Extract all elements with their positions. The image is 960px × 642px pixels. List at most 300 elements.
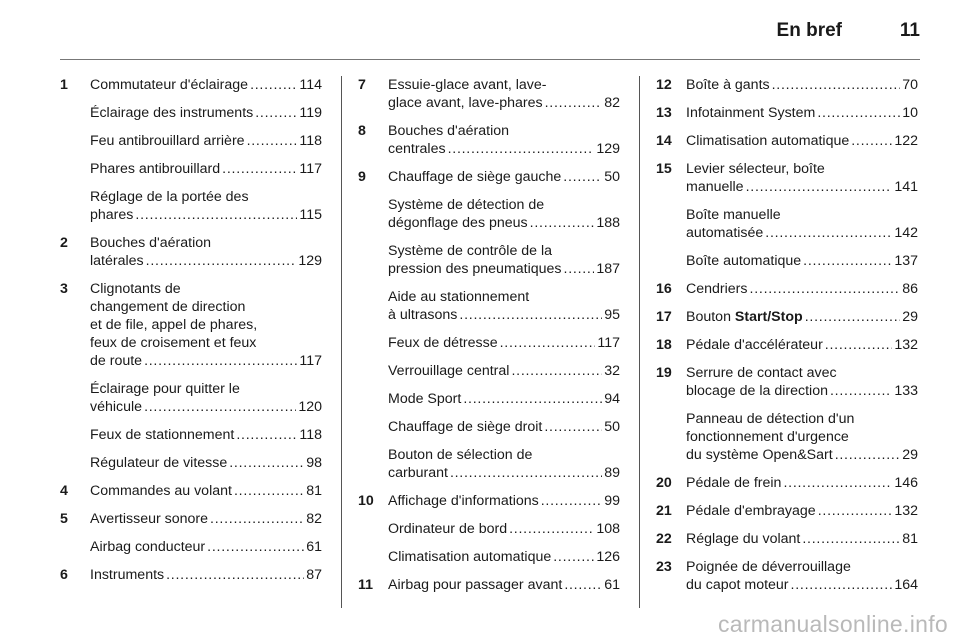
- entry-number: [358, 242, 388, 278]
- entry-text-line: Essuie-glace avant, lave-: [388, 77, 547, 93]
- entry-body: [388, 548, 620, 566]
- entry-text-line: fonctionnement d'urgence: [686, 429, 849, 445]
- entry-label-text: Feux de détresse: [388, 335, 498, 351]
- entry-body: [90, 380, 322, 416]
- entry-body: [90, 132, 322, 150]
- entry-body: [90, 234, 322, 270]
- dot-leader: [803, 252, 892, 270]
- entry-number: [60, 188, 90, 224]
- entry-last-line: [90, 252, 322, 270]
- entry-last-line: [90, 510, 322, 528]
- entry-number: [358, 418, 388, 436]
- entry-last-line: [388, 140, 620, 158]
- entry-number: [60, 104, 90, 122]
- dot-leader: [563, 168, 602, 186]
- page-ref: 126: [596, 549, 620, 565]
- dot-leader: [825, 336, 893, 354]
- index-entry: [358, 492, 620, 510]
- entry-text-line: Bouches d'aération: [388, 123, 510, 139]
- dot-leader: [530, 214, 595, 232]
- entry-body: [686, 558, 918, 594]
- entry-last-line: [388, 168, 620, 186]
- entry-label-text: Airbag conducteur: [90, 539, 206, 555]
- header-divider: [60, 59, 920, 60]
- entry-last-line: [686, 474, 918, 492]
- index-entry: [60, 566, 322, 584]
- entry-last-line: [686, 502, 918, 520]
- dot-leader: [448, 140, 595, 158]
- page-ref: 119: [299, 105, 322, 121]
- entry-label-text: Chauffage de siège droit: [388, 419, 543, 435]
- entry-label: [90, 206, 133, 224]
- dot-leader: [830, 382, 892, 400]
- dot-leader: [459, 306, 602, 324]
- entry-body: [90, 76, 322, 94]
- dot-leader: [250, 76, 297, 94]
- entry-label: [388, 260, 562, 278]
- index-entry: [358, 390, 620, 408]
- dot-leader: [765, 224, 892, 242]
- page-ref: 132: [894, 503, 918, 519]
- dot-leader: [500, 334, 596, 352]
- entry-body: [90, 104, 322, 122]
- entry-number: [656, 252, 686, 270]
- entry-label: [90, 104, 253, 122]
- page-ref: 61: [306, 539, 322, 555]
- dot-leader: [851, 132, 892, 150]
- entry-label: [686, 224, 763, 242]
- index-entry: [358, 520, 620, 538]
- entry-body: [90, 510, 322, 528]
- entry-last-line: [686, 178, 918, 196]
- entry-label-text: Airbag pour passager avant: [388, 577, 563, 593]
- entry-label-text: glace avant, lave-phares: [388, 95, 543, 111]
- index-entry: [60, 76, 322, 94]
- entry-label: [90, 252, 144, 270]
- dot-leader: [564, 260, 595, 278]
- entry-number: 8: [358, 123, 366, 139]
- entry-label: [388, 464, 448, 482]
- page-ref: 137: [894, 253, 918, 269]
- dot-leader: [545, 94, 603, 112]
- entry-last-line: [388, 306, 620, 324]
- entry-body: [686, 308, 918, 326]
- page-ref: 146: [894, 475, 918, 491]
- entry-text-line: Poignée de déverrouillage: [686, 559, 851, 575]
- index-entry: [60, 188, 322, 224]
- index-column-2: [358, 76, 620, 604]
- entry-label-text: Boîte automatique: [686, 253, 802, 269]
- entry-number: [656, 206, 686, 242]
- entry-label-text: Feu antibrouillard arrière: [90, 133, 245, 149]
- index-entry: [60, 280, 322, 370]
- index-entry: [656, 364, 918, 400]
- entry-last-line: [686, 132, 918, 150]
- entry-last-line: [90, 352, 322, 370]
- entry-body: [388, 196, 620, 232]
- index-entry: [358, 334, 620, 352]
- dot-leader: [222, 160, 297, 178]
- entry-label-text: Commandes au volant: [90, 483, 232, 499]
- entry-last-line: [388, 362, 620, 380]
- page-ref: 87: [306, 567, 322, 583]
- page-ref: 142: [894, 225, 918, 241]
- entry-number: [358, 362, 388, 380]
- dot-leader: [791, 576, 893, 594]
- entry-label-text: phares: [90, 207, 134, 223]
- page-ref: 32: [604, 363, 620, 379]
- entry-label: [686, 104, 815, 122]
- entry-number: 20: [656, 475, 672, 491]
- page-ref: 10: [902, 105, 918, 121]
- entry-number: 7: [358, 77, 366, 93]
- entry-body: [388, 520, 620, 538]
- entry-body: [90, 426, 322, 444]
- index-entry: [60, 104, 322, 122]
- index-entry: [656, 76, 918, 94]
- dot-leader: [746, 178, 893, 196]
- page-ref: 133: [894, 383, 918, 399]
- entry-number: [656, 410, 686, 464]
- entry-number: 16: [656, 281, 672, 297]
- index-column-1: [60, 76, 322, 594]
- entry-last-line: [388, 548, 620, 566]
- dot-leader: [236, 426, 297, 444]
- entry-last-line: [686, 280, 918, 298]
- entry-text-line: Levier sélecteur, boîte: [686, 161, 825, 177]
- entry-number: 15: [656, 161, 672, 177]
- entry-label-text: Commutateur d'éclairage: [90, 77, 249, 93]
- entry-text-line: Bouton de sélection de: [388, 447, 533, 463]
- entry-last-line: [90, 132, 322, 150]
- entry-label: [90, 510, 208, 528]
- page-ref: 129: [298, 253, 322, 269]
- entry-label: [90, 538, 205, 556]
- entry-text-line: Bouches d'aération: [90, 235, 212, 251]
- entry-number: [358, 196, 388, 232]
- index-entry: [60, 380, 322, 416]
- index-entry: [60, 426, 322, 444]
- entry-label: [686, 336, 823, 354]
- entry-number: [358, 548, 388, 566]
- entry-label-bold: Start/Stop: [734, 309, 803, 325]
- entry-text-line: Réglage de la portée des: [90, 189, 249, 205]
- entry-last-line: [90, 398, 322, 416]
- entry-label-text: Avertisseur sonore: [90, 511, 209, 527]
- entry-last-line: [388, 214, 620, 232]
- entry-number: 17: [656, 309, 672, 325]
- page-ref: 50: [604, 169, 620, 185]
- entry-number: [358, 520, 388, 538]
- entry-last-line: [388, 260, 620, 278]
- dot-leader: [234, 482, 304, 500]
- dot-leader: [511, 362, 602, 380]
- entry-label: [90, 426, 234, 444]
- entry-number: [358, 446, 388, 482]
- entry-body: [90, 482, 322, 500]
- entry-text-line: Système de détection de: [388, 197, 545, 213]
- entry-body: [388, 288, 620, 324]
- entry-number: 5: [60, 511, 68, 527]
- index-entry: [656, 474, 918, 492]
- entry-label: [686, 530, 800, 548]
- dot-leader: [509, 520, 594, 538]
- index-entry: [60, 132, 322, 150]
- entry-label: [388, 94, 543, 112]
- entry-label-text: Régulateur de vitesse: [90, 455, 228, 471]
- entry-text-line: Aide au stationnement: [388, 289, 530, 305]
- entry-label-text: centrales: [388, 141, 446, 157]
- column-divider-2: [639, 76, 640, 608]
- entry-body: [686, 502, 918, 520]
- dot-leader: [772, 76, 901, 94]
- index-entry: [358, 168, 620, 186]
- column-divider-1: [341, 76, 342, 608]
- entry-body: [388, 168, 620, 186]
- index-entry: [358, 362, 620, 380]
- entry-body: [90, 566, 322, 584]
- watermark: carmanualsonline.info: [717, 611, 948, 637]
- page-ref: 81: [306, 483, 322, 499]
- entry-last-line: [388, 94, 620, 112]
- entry-body: [388, 390, 620, 408]
- entry-text-line: et de file, appel de phares,: [90, 317, 258, 333]
- entry-label: [686, 252, 801, 270]
- entry-label-text: Éclairage des instruments: [90, 105, 254, 121]
- page-ref: 188: [596, 215, 620, 231]
- entry-number: 14: [656, 133, 672, 149]
- entry-text-line: Système de contrôle de la: [388, 243, 553, 259]
- page-ref: 141: [894, 179, 918, 195]
- page-ref: 122: [894, 133, 918, 149]
- entry-body: [388, 242, 620, 278]
- entry-body: [388, 362, 620, 380]
- entry-label-text: Pédale d'accélérateur: [686, 337, 823, 353]
- dot-leader: [135, 206, 297, 224]
- dot-leader: [805, 308, 901, 326]
- entry-last-line: [686, 530, 918, 548]
- entry-last-line: [388, 334, 620, 352]
- entry-last-line: [90, 538, 322, 556]
- dot-leader: [146, 252, 297, 270]
- entry-label: [686, 576, 789, 594]
- entry-label-text: Pédale d'embrayage: [686, 503, 816, 519]
- entry-label: [388, 140, 446, 158]
- entry-label-text: du capot moteur: [686, 577, 789, 593]
- page-ref: 117: [299, 161, 322, 177]
- page-ref: 117: [597, 335, 620, 351]
- entry-body: [686, 160, 918, 196]
- index-column-3: [656, 76, 918, 604]
- dot-leader: [553, 548, 594, 566]
- entry-text-line: Éclairage pour quitter le: [90, 381, 240, 397]
- page-ref: 82: [604, 95, 620, 111]
- entry-label-text: Phares antibrouillard: [90, 161, 221, 177]
- entry-last-line: [90, 482, 322, 500]
- entry-label-text: véhicule: [90, 399, 143, 415]
- entry-number: 18: [656, 337, 672, 353]
- page-ref: 114: [299, 77, 322, 93]
- index-entry: [656, 530, 918, 548]
- entry-label: [388, 334, 498, 352]
- entry-last-line: [686, 576, 918, 594]
- entry-number: [358, 288, 388, 324]
- entry-text-line: Panneau de détection d'un: [686, 411, 855, 427]
- entry-label-text: blocage de la direction: [686, 383, 828, 399]
- page-ref: 61: [604, 577, 620, 593]
- page-number: 11: [899, 20, 920, 41]
- entry-label-text: Instruments: [90, 567, 165, 583]
- entry-label-text: à ultrasons: [388, 307, 458, 323]
- dot-leader: [544, 418, 602, 436]
- entry-label-text: Bouton: [686, 309, 731, 325]
- page-ref: 70: [902, 77, 918, 93]
- entry-last-line: [686, 76, 918, 94]
- entry-body: [686, 474, 918, 492]
- entry-text-line: Serrure de contact avec: [686, 365, 837, 381]
- entry-label-text: automatisée: [686, 225, 764, 241]
- entry-label: [388, 520, 507, 538]
- entry-number: 23: [656, 559, 672, 575]
- entry-last-line: [686, 446, 918, 464]
- entry-label-text: Réglage du volant: [686, 531, 801, 547]
- entry-number: [60, 538, 90, 556]
- entry-label: [388, 214, 528, 232]
- entry-label: [388, 418, 542, 436]
- entry-label: [90, 160, 220, 178]
- entry-label: [388, 362, 509, 380]
- entry-number: [60, 426, 90, 444]
- dot-leader: [818, 502, 893, 520]
- entry-number: 4: [60, 483, 68, 499]
- entry-body: [686, 336, 918, 354]
- dot-leader: [166, 566, 304, 584]
- dot-leader: [450, 464, 602, 482]
- entry-label: [686, 132, 849, 150]
- entry-label-text: Climatisation automatique: [388, 549, 552, 565]
- entry-number: 10: [358, 493, 374, 509]
- index-entry: [656, 206, 918, 242]
- entry-number: 22: [656, 531, 672, 547]
- entry-label-text: Affichage d'informations: [388, 493, 539, 509]
- entry-label-text: du système Open&Sart: [686, 447, 833, 463]
- entry-label-text: Climatisation automatique: [686, 133, 850, 149]
- page-ref: 117: [299, 353, 322, 369]
- entry-text-line: Boîte manuelle: [686, 207, 781, 223]
- page-ref: 82: [306, 511, 322, 527]
- entry-last-line: [686, 224, 918, 242]
- entry-label: [90, 454, 227, 472]
- entry-number: [60, 454, 90, 472]
- entry-number: 1: [60, 77, 68, 93]
- entry-number: [60, 132, 90, 150]
- dot-leader: [144, 398, 296, 416]
- page-ref: 108: [596, 521, 620, 537]
- entry-number: 13: [656, 105, 672, 121]
- entry-body: [388, 418, 620, 436]
- entry-last-line: [686, 308, 918, 326]
- entry-label: [686, 308, 803, 326]
- entry-body: [388, 76, 620, 112]
- entry-body: [388, 576, 620, 594]
- page-ref: 95: [604, 307, 620, 323]
- entry-last-line: [90, 160, 322, 178]
- page-header: [60, 0, 920, 58]
- dot-leader: [564, 576, 602, 594]
- entry-label: [388, 492, 539, 510]
- entry-last-line: [388, 520, 620, 538]
- entry-label: [90, 132, 245, 150]
- entry-body: [388, 334, 620, 352]
- page-ref: 129: [596, 141, 620, 157]
- entry-last-line: [90, 104, 322, 122]
- entry-body: [686, 104, 918, 122]
- entry-label: [388, 306, 457, 324]
- index-entry: [656, 308, 918, 326]
- entry-label-text: Ordinateur de bord: [388, 521, 508, 537]
- entry-text-line: feux de croisement et feux: [90, 335, 257, 351]
- page-ref: 94: [604, 391, 620, 407]
- entry-last-line: [388, 576, 620, 594]
- entry-last-line: [90, 454, 322, 472]
- index-entry: [358, 446, 620, 482]
- entry-last-line: [90, 76, 322, 94]
- entry-label-text: pression des pneumatiques: [388, 261, 562, 277]
- entry-label-text: latérales: [90, 253, 144, 269]
- index-entry: [656, 502, 918, 520]
- entry-body: [388, 122, 620, 158]
- entry-label: [686, 502, 816, 520]
- entry-number: 3: [60, 281, 68, 297]
- index-entry: [656, 410, 918, 464]
- index-entry: [656, 558, 918, 594]
- entry-body: [90, 280, 322, 370]
- entry-body: [686, 252, 918, 270]
- index-entry: [358, 76, 620, 112]
- page-ref: 132: [894, 337, 918, 353]
- page-ref: 29: [902, 309, 918, 325]
- index-entry: [358, 418, 620, 436]
- entry-label: [686, 178, 744, 196]
- entry-last-line: [388, 390, 620, 408]
- index-entry: [358, 242, 620, 278]
- index-entry: [358, 548, 620, 566]
- entry-last-line: [90, 426, 322, 444]
- index-entry: [656, 252, 918, 270]
- entry-body: [686, 364, 918, 400]
- entry-label: [686, 76, 770, 94]
- entry-label-text: carburant: [388, 465, 448, 481]
- index-entry: [656, 132, 918, 150]
- dot-leader: [802, 530, 900, 548]
- entry-label: [388, 548, 551, 566]
- entry-text-line: Clignotants de: [90, 281, 181, 297]
- entry-label: [388, 168, 561, 186]
- page-ref: 118: [299, 427, 322, 443]
- entry-last-line: [388, 464, 620, 482]
- dot-leader: [463, 390, 602, 408]
- entry-body: [90, 188, 322, 224]
- dot-leader: [144, 352, 297, 370]
- entry-body: [686, 410, 918, 464]
- entry-label: [686, 446, 833, 464]
- dot-leader: [783, 474, 892, 492]
- entry-number: 19: [656, 365, 672, 381]
- dot-leader: [541, 492, 603, 510]
- entry-label: [90, 352, 142, 370]
- entry-last-line: [686, 252, 918, 270]
- entry-body: [686, 132, 918, 150]
